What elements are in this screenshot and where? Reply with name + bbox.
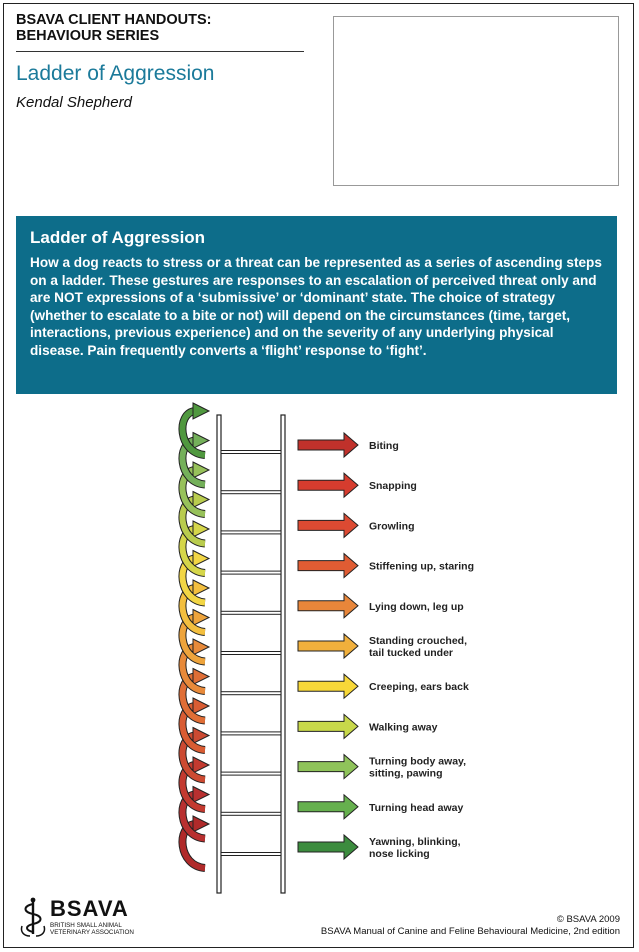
source-citation: BSAVA Manual of Canine and Feline Behavioural Medicine, 2nd edition (320, 925, 620, 937)
step-arrow (298, 554, 358, 578)
step-arrow (298, 473, 358, 497)
step-label: Yawning, blinking, nose licking (369, 836, 461, 860)
ladder-rung (221, 571, 281, 574)
step-arrow (298, 674, 358, 698)
ladder-rail-left (217, 415, 221, 893)
escalation-arrowhead (193, 816, 209, 832)
step-label: Snapping (369, 480, 417, 493)
series-line-2: BEHAVIOUR SERIES (16, 28, 160, 44)
step-arrow (298, 795, 358, 819)
ladder-rung (221, 812, 281, 815)
ladder-rung (221, 611, 281, 614)
step-label: Turning body away, sitting, pawing (369, 755, 467, 780)
step-label: Standing crouched, tail tucked under (369, 635, 468, 659)
escalation-arrowhead (193, 610, 209, 626)
intro-heading: Ladder of Aggression (30, 228, 206, 247)
ladder-rung (221, 772, 281, 775)
escalation-arrowhead (193, 639, 209, 655)
escalation-arrowhead (193, 698, 209, 714)
escalation-arrowhead (193, 757, 209, 773)
escalation-arrowhead (193, 492, 209, 508)
ladder-rung (221, 451, 281, 454)
copyright-block (321, 914, 620, 937)
intro-text: How a dog reacts to stress or a threat can be represented as a series of ascending steps on a ladder. These gestures are responses to an escalation of perceived threat only and are NOT expressions of a ‘submissive’ or ‘dominant’ state. The choice of strategy (whether to escalate to a bite or not) will depend on the circumstances (time, target, interactions, previous experience) and on the severity of any underlying physical disease. Pain frequently converts a ‘flight’ response to ‘fight’. (30, 255, 602, 358)
step-label: Lying down, leg up (369, 600, 464, 613)
step-arrow (298, 634, 358, 658)
ladder-rail-right (281, 415, 285, 893)
page-title: Ladder of Aggression (16, 62, 215, 85)
escalation-arrowhead (193, 580, 209, 596)
series-line-1: BSAVA CLIENT HANDOUTS: (16, 12, 212, 28)
logo-sub-line-1: BRITISH SMALL ANIMAL (50, 922, 122, 929)
step-arrow (298, 835, 358, 859)
step-label: Stiffening up, staring (369, 560, 474, 573)
step-arrow (298, 433, 358, 457)
step-label: Creeping, ears back (369, 681, 469, 694)
escalation-arrowhead (193, 521, 209, 537)
escalation-arrowhead (193, 669, 209, 685)
logo-sub-line-2: VETERINARY ASSOCIATION (50, 929, 134, 936)
copyright-text: © BSAVA 2009 (556, 914, 620, 925)
step-label: Turning head away (369, 801, 464, 814)
step-label: Walking away (369, 721, 438, 734)
step-arrow (298, 594, 358, 618)
bsava-logo-text: BSAVA (50, 896, 129, 921)
bsava-logo-subtitle (50, 922, 134, 936)
author-name: Kendal Shepherd (16, 94, 132, 111)
escalation-arrowhead (193, 728, 209, 744)
ladder-rung (221, 652, 281, 655)
escalation-arrowhead (193, 403, 209, 419)
escalation-arrowhead (193, 433, 209, 449)
ladder-rung (221, 692, 281, 695)
escalation-arrowhead (193, 551, 209, 567)
ladder-rung (221, 491, 281, 494)
ladder-rung (221, 853, 281, 856)
step-arrow (298, 513, 358, 537)
ladder-rung (221, 531, 281, 534)
step-label: Growling (369, 520, 415, 533)
step-label: Biting (369, 440, 399, 452)
ladder-rung (221, 732, 281, 735)
escalation-arrowhead (193, 462, 209, 478)
bsava-logo-icon (18, 896, 48, 938)
step-arrow (298, 714, 358, 738)
step-arrow (298, 755, 358, 779)
escalation-arrowhead (193, 787, 209, 803)
